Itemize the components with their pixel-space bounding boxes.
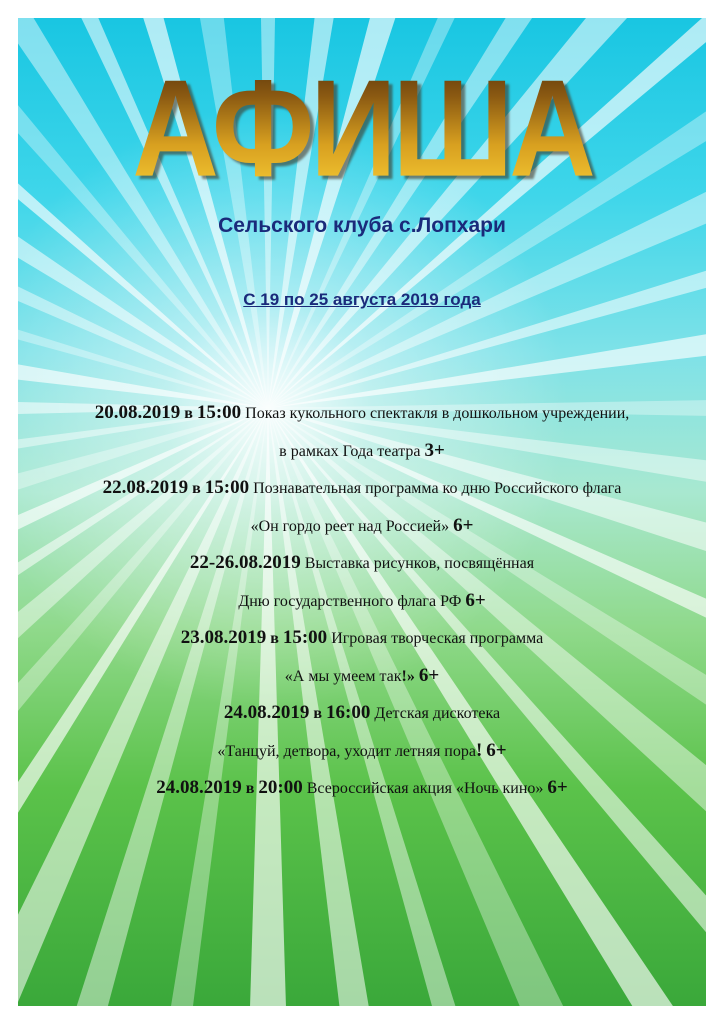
event-6-time: 20:00 <box>258 777 303 798</box>
event-5-text-2: «Танцуй, детвора, уходит летняя пора <box>217 742 476 760</box>
poster-title: АФИША <box>18 48 706 209</box>
event-2-date: 22.08.2019 <box>102 477 189 498</box>
event-1-line-2 <box>18 432 706 470</box>
event-4-text-2-end: !» <box>401 667 415 685</box>
event-list <box>18 394 706 807</box>
event-4-line-1 <box>18 619 706 657</box>
event-6-date: 24.08.2019 <box>156 777 242 798</box>
event-4-age: 6+ <box>418 664 440 686</box>
event-3-age: 6+ <box>465 589 486 611</box>
event-1-text: Показ кукольного спектакля в дошкольном учреждении, <box>245 405 630 422</box>
club-name: Сельского клуба с.Лопхари <box>218 214 506 237</box>
date-range-text: С 19 по 25 августа 2019 года <box>243 290 481 309</box>
event-5-line-1 <box>18 694 706 732</box>
event-2-line-2 <box>18 507 706 545</box>
event-1-text-2: в рамках Года театра <box>279 442 421 460</box>
event-6-text: Всероссийская акция «Ночь кино» <box>306 780 544 797</box>
event-5-date: 24.08.2019 <box>223 702 310 723</box>
poster <box>18 18 706 1006</box>
event-3-line-1 <box>18 544 706 582</box>
event-5-word-at: в <box>313 705 323 722</box>
date-range <box>18 290 706 310</box>
event-3-text-2: Дню государственного флага РФ <box>238 592 462 610</box>
event-3-line-2 <box>18 582 706 620</box>
event-6-word-at: в <box>245 780 255 797</box>
event-1-age: 3+ <box>424 439 445 461</box>
event-1-date: 20.08.2019 <box>94 402 181 423</box>
event-2-line-1 <box>18 469 706 507</box>
event-2-word-at: в <box>192 480 201 497</box>
event-4-line-2 <box>18 657 706 695</box>
event-6-age: 6+ <box>547 777 568 798</box>
event-1-word-at: в <box>184 405 193 422</box>
event-4-time: 15:00 <box>282 627 328 648</box>
event-2-text-2: «Он гордо реет над Россией» <box>250 517 450 535</box>
event-2-age: 6+ <box>453 514 474 536</box>
event-4-text-2: «А мы умеем так <box>284 667 402 685</box>
event-2-time: 15:00 <box>204 477 250 498</box>
event-4-date: 23.08.2019 <box>180 627 267 648</box>
event-5-line-2 <box>18 732 706 770</box>
event-4-word-at: в <box>270 630 279 647</box>
event-1-time: 15:00 <box>196 402 242 423</box>
event-3-text: Выставка рисунков, посвящённая <box>304 555 535 572</box>
event-5-text: Детская дискотека <box>374 705 501 722</box>
event-2-text: Познавательная программа ко дню Российского флага <box>253 480 622 497</box>
event-6-line-1 <box>18 769 706 807</box>
event-5-text-2-end: ! <box>475 739 483 761</box>
event-5-time: 16:00 <box>326 702 371 723</box>
event-3-date: 22-26.08.2019 <box>189 552 301 573</box>
event-5-age: 6+ <box>486 739 507 761</box>
event-4-text: Игровая творческая программа <box>331 630 544 647</box>
event-1-line-1 <box>18 394 706 432</box>
